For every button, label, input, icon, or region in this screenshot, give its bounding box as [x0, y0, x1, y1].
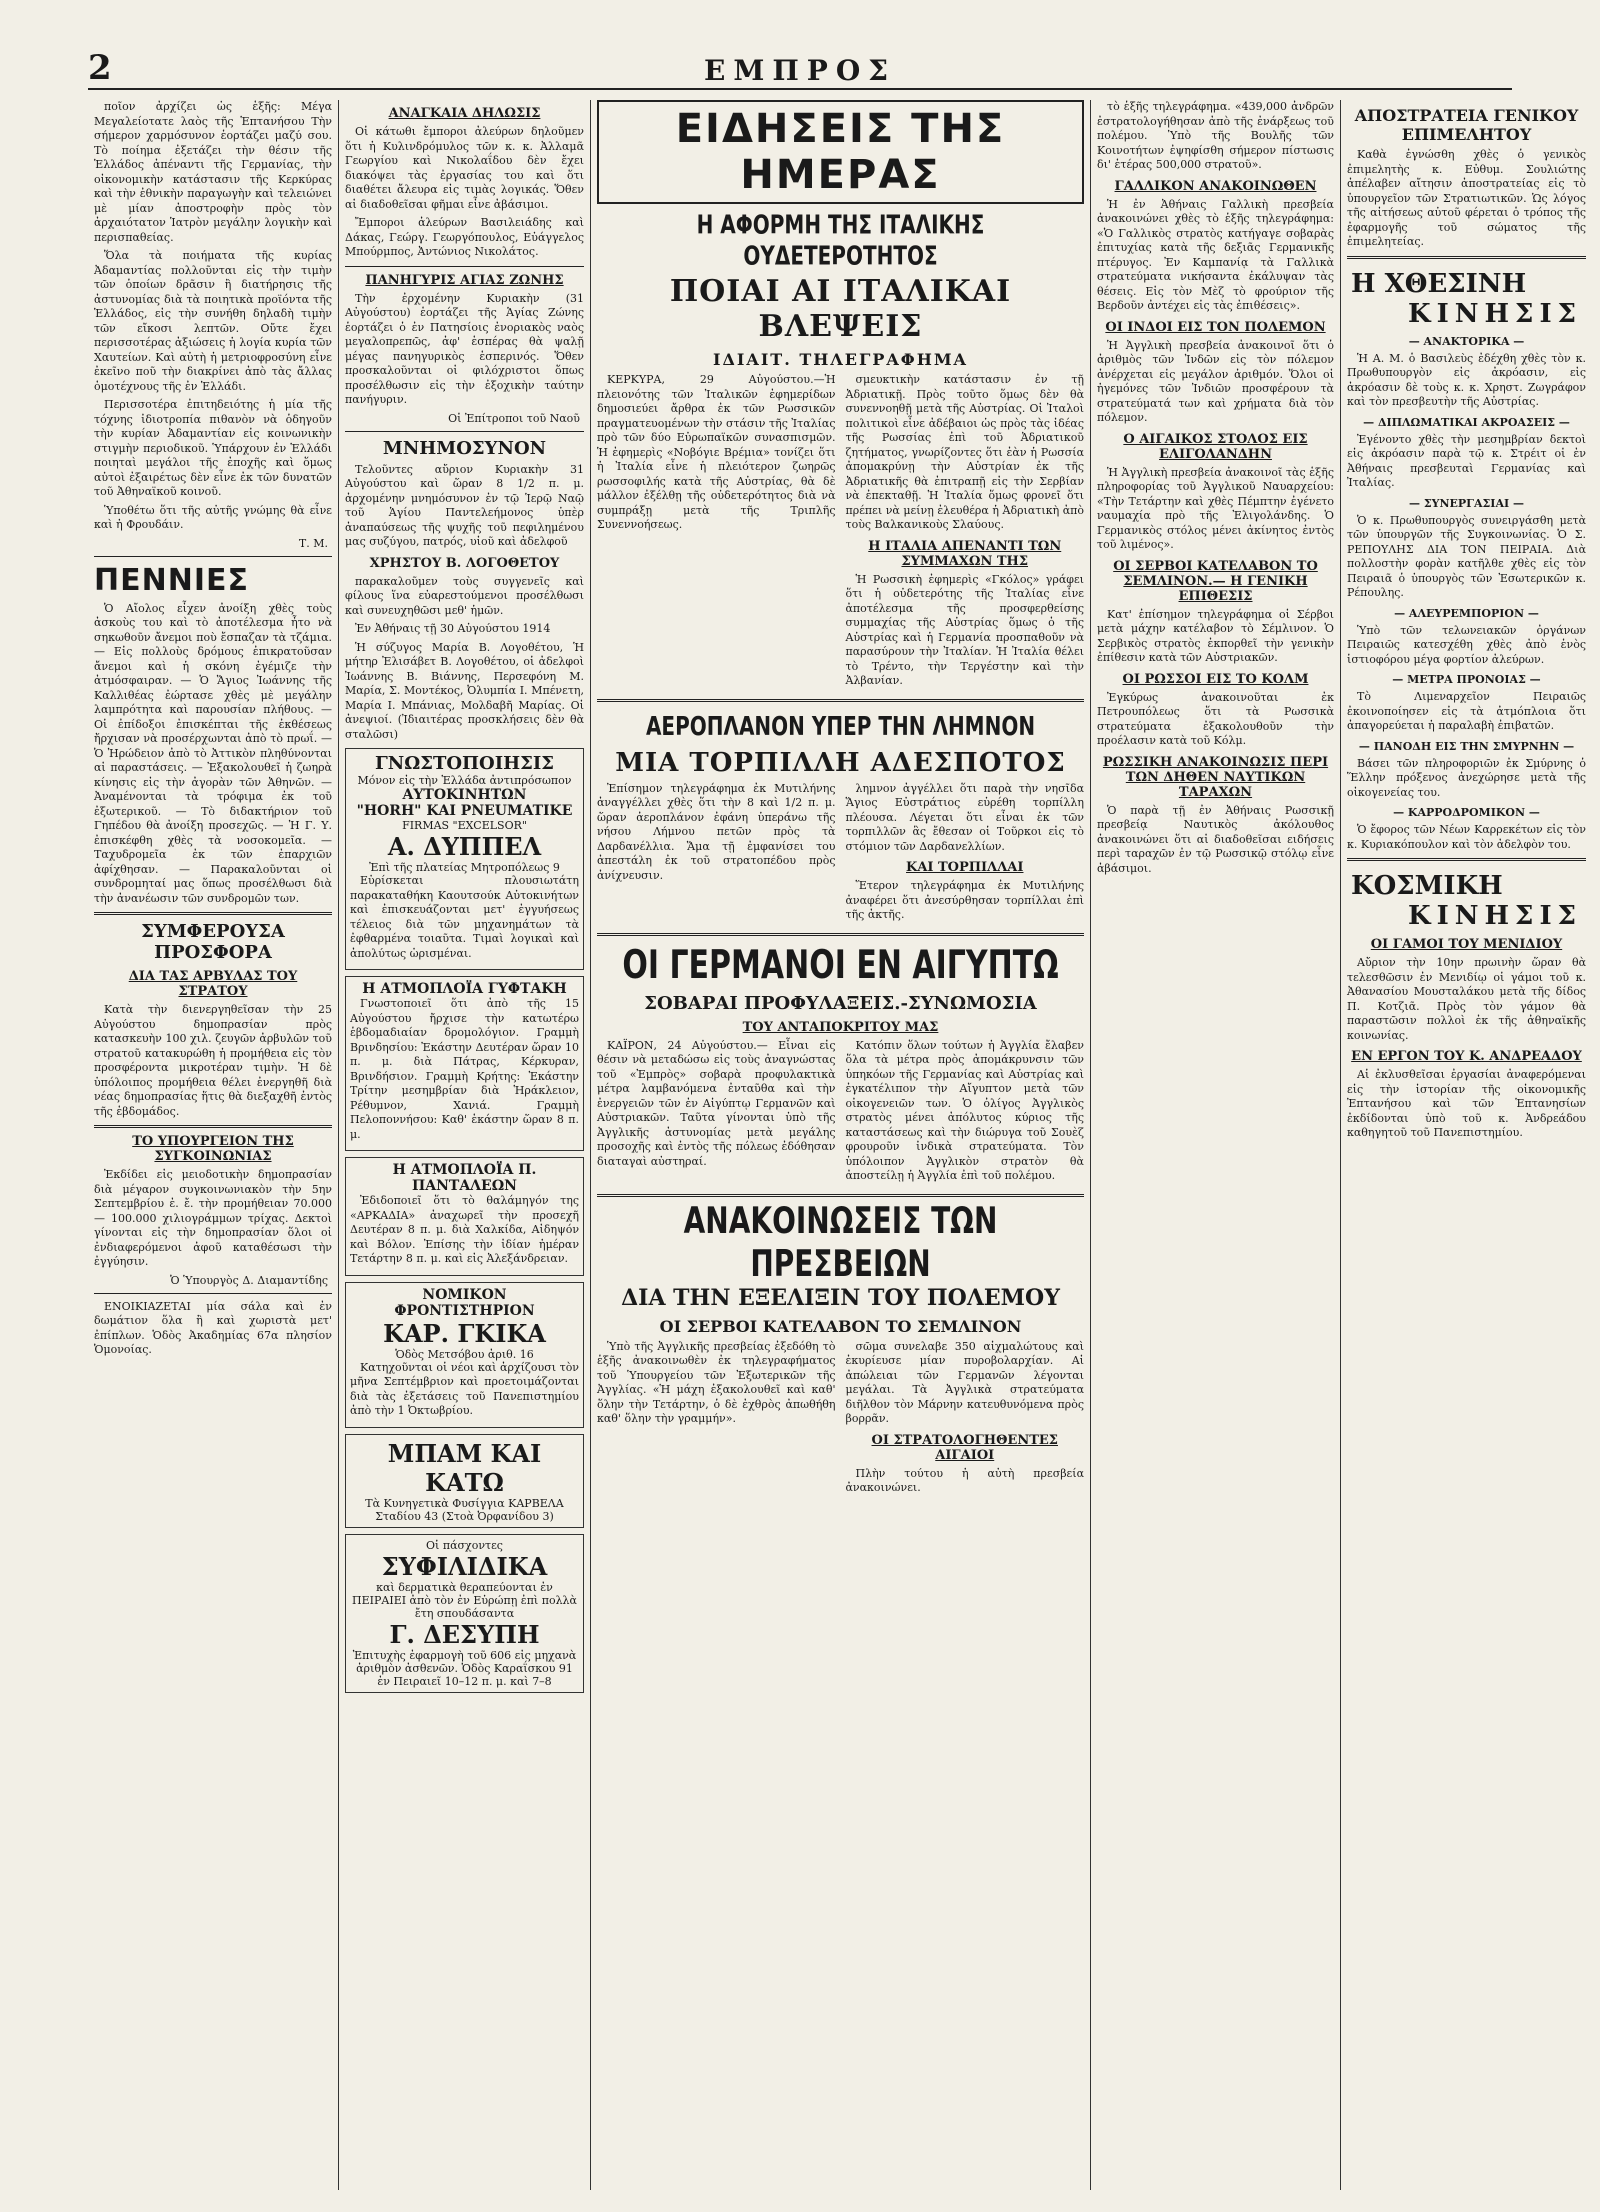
subsection-heading: — ΚΑΡΡΟΔΡΟΜΙΚΟΝ — [1393, 806, 1540, 819]
article-text: Ἐγκύρως ἀνακοινοῦται ἐκ Πετρουπόλεως ὅτι τὰ Ρωσσικὰ στρατεύματα ἐξακολουθοῦν τὴν προέλασιν κατὰ τοῦ Κόλμ. [1097, 690, 1334, 747]
divider [1347, 256, 1586, 259]
shipping-ad [345, 976, 584, 1151]
article-text: Ὑπὸ τῶν τελωνειακῶν ὀργάνων Πειραιῶς κατεσχέθη χθὲς ἀπὸ ἑνὸς ἱστιοφόρου μέγα φορτίον ἀλεύρων. [1347, 623, 1586, 666]
shipping-ad [345, 1157, 584, 1276]
fair-heading: ΠΑΝΗΓΥΡΙΣ ΑΓΙΑΣ ΖΩΝΗΣ [365, 272, 564, 288]
subsection-heading: — ΣΥΝΕΡΓΑΣΙΑΙ — [1409, 496, 1524, 510]
subsection-heading: — ΠΑΝΟΔΗ ΕΙΣ ΤΗΝ ΣΜΥΡΝΗΝ — [1358, 739, 1575, 753]
ad-body: Εὑρίσκεται πλουσιωτάτη παρακαταθήκη Καουτσούκ Αὐτοκινήτων καὶ ἐπισκευάζονται μετ' ἐγγυήσεως τέλειος διὰ τῶν μηχανημάτων τὰ ἐφθαρμένα τοιαῦτα. Τιμαὶ λογικαὶ καὶ ἀπολύτως ὡρισμέναι. [350, 874, 579, 960]
shop-ad [345, 1434, 584, 1528]
memorial-text: Τελοῦντες αὔριον Κυριακὴν 31 Αὐγούστου καὶ ὥραν 8 1/2 π. μ. ἀρχομένην μνημόσυνον ἐν τῷ Ἱερῷ Ναῷ τοῦ Ἁγίου Παντελεήμονος ὑπὲρ ἀναπαύσεως τῆς ψυχῆς τοῦ πεφιλημένου μας συζύγου, πατρός, υἱοῦ καὶ ἀδελφοῦ [345, 462, 584, 548]
story-body [597, 782, 1084, 927]
tyre-ad [345, 748, 584, 970]
article-text: Ἐγένοντο χθὲς τὴν μεσημβρίαν δεκτοὶ εἰς ἀκρόασιν παρὰ τῷ κ. Στρέιτ οἱ ἐν Ἀθήναις πρεσβευταὶ Γερμανίας καὶ Ἰταλίας. [1347, 432, 1586, 489]
article-heading: ΓΑΛΛΙΚΟΝ ΑΝΑΚΟΙΝΩΘΕΝ [1114, 178, 1317, 194]
divider [94, 912, 332, 915]
ad-name: Α. ΔΥΠΠΕΛ [387, 832, 542, 861]
story-text: Ἕτερον τηλεγράφημα ἐκ Μυτιλήνης ἀναφέρει ὅτι ἀνεσύρθησαν τορπίλλαι ἐπὶ τῆς ἀκτῆς. [845, 879, 1084, 921]
ad-heading: ΜΠΑΜ ΚΑΙ ΚΑΤΩ [387, 1438, 542, 1497]
notice-heading: ΑΝΑΓΚΑΙΑ ΔΗΛΩΣΙΣ [388, 106, 541, 121]
article-text: Περισσοτέρα ἐπιτηδειότης ἡ μία τῆς τόχνης ἰδιοτροπία πιθανὸν νὰ ὁδηγοῦν τὴν κυρίαν Ἀδαμαντίαν εἰς κοινωνικὴν στιγμὴν περιοδικοῦ. Ὑπάρχουν ἐν Ἑλλάδι ποιηταὶ μεγάλοι τῆς ἐποχῆς καὶ ὅμως αὐτοὶ ἐξαιρέτως δὲν εἶνε ἐκ τῶν δυνατῶν τοῦ Ἀθηναϊκοῦ κοινοῦ. [94, 398, 332, 498]
article-text: Ὑποθέτω ὅτι τῆς αὐτῆς γνώμης θὰ εἶνε καὶ ἡ Φρουδάιν. [94, 503, 332, 531]
story-byline: ΤΟΥ ΑΝΤΑΠΟΚΡΙΤΟΥ ΜΑΣ [742, 1019, 939, 1035]
memorial-place: Ἐν Ἀθήναις τῇ 30 Αὐγούστου 1914 [355, 622, 551, 635]
article-text: Ὅλα τὰ ποιήματα τῆς κυρίας Ἀδαμαντίας πολλοῦνται εἰς τὴν τιμὴν τῶν ὁποίων δρᾶσιν ἢ διατήρησις τῆς ἀστυνομίας διὰ τὰ ποιητικὰ προϊόντα τῆς Ἑλλάδος, εἰς τὴν συνήθη δηλαδὴ τιμὴν τῶν εἴκοσι λεπτῶν. Οὔτε ἔχει περισσοτέρας ἀξιώσεις ἡ λογία κυρία τῶν Χαυτείων. Καὶ αὐτὴ ἡ μετριοφροσύνη εἶνε ἐκεῖνο ποῦ τὴν διακρίνει ἀπὸ τὰς ἄλλας ὁμοτέχνους τῆς ἐν Ἑλλάδι. [94, 249, 332, 393]
subsection-heading: — ΜΕΤΡΑ ΠΡΟΝΟΙΑΣ — [1392, 673, 1541, 686]
ad-text: Οἱ πάσχοντες [426, 1538, 503, 1552]
article-heading: ΡΩΣΣΙΚΗ ΑΝΑΚΟΙΝΩΣΙΣ ΠΕΡΙ ΤΩΝ ΔΗΘΕΝ ΝΑΥΤΙΚΩΝ ΤΑΡΑΧΩΝ [1102, 754, 1329, 800]
memorial-signature: Ἡ σύζυγος Μαρία Β. Λογοθέτου, Ἡ μήτηρ Ἐλισάβετ Β. Λογοθέτου, οἱ ἀδελφοὶ Ἰωάννης Β. Βιάννης, Περσεφόνη Μ. Μαρία, Σ. Μοντέκος, Ὀλυμπία Ι. Μπένετη, Μαρία Ι. Μπάνιας, Μολδαβῆ Μαρίας. Οἱ ἀνεψιοί. (Ἰδιαιτέρας προσκλήσεις δὲν θὰ σταλῶσι) [345, 640, 584, 741]
section-title: ΚΙΝΗΣΙΣ [1407, 901, 1582, 931]
pennies-text: Ὁ Αἴολος εἶχεν ἀνοίξη χθὲς τοὺς ἀσκοὺς του καὶ τὸ ἀποτέλεσμα ἦτο νὰ σηκωθοῦν ἄνεμοι ποὺ ἔσπαζαν τὰ τζάμια. — Εἰς πολλοὺς δρόμους ἐπικρατοῦσαν ἄνεμοι καὶ ἡ σκόνη ἐγέμιζε τὴν ἀτμόσφαιραν. — Ὁ Ἅγιος Ἰωάννης τῆς Καλλιθέας ἐώρτασε χθὲς μὲ μεγάλην λαμπρότητα καὶ παρουσίαν πλήθους. — Οἱ ἐπίδοξοι ἐπισκέπται τῆς ἐκθέσεως ἤρχισαν νὰ προσέρχωνται ἀπὸ τὸ πρωΐ. — Ὁ Ἡρώδειον ἀπὸ τὸ Ἀττικὸν πληθύνονται αἱ παραστάσεις. — Ἐξακολουθεῖ ἡ ζωηρὰ κίνησις εἰς τὴν ἀγορὰν τῶν Ἀθηνῶν. — Ἀναμένονται τὰ τρόφιμα ἐκ τοῦ ἐξωτερικοῦ. — Τὸ διδακτήριον τοῦ Γηπέδου θὰ ἀνοίξη προσεχῶς. — Ἡ Γ. Υ. ἐπισκέφθη χθὲς τὰ νοσοκομεῖα. — Ταχυδρομεῖα ἐκ τῶν ἐπαρχιῶν ἀφίχθησαν. — Παρακαλοῦνται οἱ συνδρομηταί μας ὅπως προσέλθωσι διὰ τὴν ἀνανέωσιν τῶν συνδρομῶν των. [94, 601, 332, 905]
divider [94, 1125, 332, 1128]
story-text: σῶμα συνελαβε 350 αἰχμαλώτους καὶ ἐκυρίευσε μίαν πυροβολαρχίαν. Αἱ ἀπώλειαι τῶν Γερμανῶν λέγονται μεγάλαι. Τὰ Ἀγγλικὰ στρατεύματα διῆλθον τὸν Μάρνην κατευθυνόμενα πρὸς βορρᾶν. [845, 1339, 1084, 1425]
column-5 [1090, 100, 1340, 2190]
ad-heading: ΝΟΜΙΚΟΝ ΦΡΟΝΤΙΣΤΗΡΙΟΝ [394, 1286, 535, 1319]
memorial-name: ΧΡΗΣΤΟΥ Β. ΛΟΓΟΘΕΤΟΥ [369, 555, 560, 571]
story-subheading: ΟΙ ΣΤΡΑΤΟΛΟΓΗΘΕΝΤΕΣ ΑΙΓΑΙΟΙ [871, 1432, 1058, 1463]
pennies-heading: ΠΕΝΝΙΕΣ [94, 562, 249, 598]
subsection-heading: — ΔΙΠΛΩΜΑΤΙΚΑΙ ΑΚΡΟΑΣΕΙΣ — [1363, 415, 1570, 429]
article-text: Αἱ ἐκλυσθεῖσαι ἐργασίαι ἀναφερόμεναι εἰς τὴν ἱστορίαν τῆς οἰκονομικῆς Ἐπτανήσου καὶ τῶν Ἑπτανησίων ἐκδίδονται ὑπὸ τοῦ κ. Ἀνδρεάδου καθηγητοῦ τοῦ Πανεπιστημίου. [1347, 1068, 1586, 1139]
story-text: Κατόπιν ὅλων τούτων ἡ Ἀγγλία ἔλαβεν ὅλα τὰ μέτρα πρὸς ἀπομάκρυνσιν τῶν ὑπηκόων τῆς Γερμανίας καὶ Αὐστρίας καὶ ἐγκατέλιπον τὴν Αἴγυπτον μετὰ τῶν οἰκογενειῶν των. Ὁ ὀλίγος Ἀγγλικὸς στρατὸς μένει ἀπόλυτος κύριος τῆς καταστάσεως καὶ τὴν διώρυγα τοῦ Σουὲζ φρουροῦν ἰνδικὰ στρατεύματα. Τὸν ὑπόλοιπον Ἀγγλικὸν στρατὸν θὰ ἀποστείλῃ ἡ Ἀγγλία ἐπὶ τοῦ πολέμου. [845, 1038, 1084, 1182]
column-1 [88, 100, 338, 2190]
ad-name: ΚΑΡ. ΓΚΙΚΑ [383, 1318, 546, 1348]
story-subheading: ΟΙ ΣΕΡΒΟΙ ΚΑΤΕΛΑΒΟΝ ΤΟ ΣΕΜΛΙΝΟΝ [659, 1316, 1022, 1336]
column-2 [338, 100, 590, 2190]
signature: Τ. Μ. [298, 536, 328, 550]
story-headline: ΠΟΙΑΙ ΑΙ ΙΤΑΛΙΚΑΙ ΒΛΕΨΕΙΣ [669, 274, 1012, 344]
story-text: ΚΑΪΡΟΝ, 24 Αὐγούστου.— Εἶναι εἰς θέσιν νὰ μεταδώσω εἰς τοὺς ἀναγνώστας τοῦ «Ἐμπρὸς» σοβαρὰ προφυλακτικὰ μέτρα λαμβανόμενα ἐνταῦθα καὶ τὴν ἐνεργειῶν τῶν ἐν Αἰγύπτῳ Γερμανῶν καὶ Αὐστριακῶν. Ταῦτα γίνονται ὑπὸ τῆς Ἀγγλικῆς ἀστυνομίας μετὰ μεγάλης προσοχῆς καὶ ἐντὸς τῆς πόλεως ἐδόθησαν διαταγαὶ αὐστηραί. [597, 1038, 836, 1168]
section-title: ΚΟΣΜΙΚΗ [1351, 871, 1503, 901]
story-text: σμευκτικὴν κατάστασιν ἐν τῇ Ἀδριατικῇ. Πρὸς τοῦτο ὅμως δὲν θὰ συνεννοηθῇ μετὰ τῆς Αὐστρίας. Οἱ Ἰταλοὶ πολιτικοὶ εἶνε ἀδέβαιοι ὡς πρὸς τὰς ἰδέας τῆς Ρωσσίας ἐπὶ τοῦ Ἀδριατικοῦ ζητήματος, γνωρίζοντες ὅτι ἐὰν ἡ Ρωσσία ἀπομακρύνῃ τὴν Αὐστρίαν ἐκ τῆς Ἀδριατικῆς θὰ ἐπιτραπῇ εἰς τὴν Σερβίαν νὰ ἐπεκταθῇ. Ἡ Ἰταλία ὅμως φρονεῖ ὅτι πρέπει νὰ μείνῃ ἐλευθέρα ἡ Ἀδριατικὴ ἀπὸ τοὺς Βαλκανικοὺς Σλαύους. [845, 373, 1084, 531]
article-text: Τὸ Λιμεναρχεῖον Πειραιῶς ἐκοινοποίησεν εἰς τὰ ἀτμόπλοια ὅτι ἀπαγορεύεται ἡ παραλαβὴ ἐπιβατῶν. [1347, 690, 1586, 732]
article-heading: ΟΙ ΙΝΔΟΙ ΕΙΣ ΤΟΝ ΠΟΛΕΜΟΝ [1105, 319, 1326, 335]
divider [94, 556, 332, 557]
signature: Ὁ Ὑπουργὸς Δ. Διαμαντίδης [170, 1273, 328, 1287]
story-kicker: Η ΑΦΟΡΜΗ ΤΗΣ ΙΤΑΛΙΚΗΣ ΟΥΔΕΤΕΡΟΤΗΤΟΣ [696, 208, 985, 272]
story-headline: ΑΝΑΚΟΙΝΩΣΕΙΣ ΤΩΝ ΠΡΕΣΒΕΙΩΝ [683, 1198, 998, 1285]
subsection-heading: — ΑΝΑΚΤΟΡΙΚΑ — [1408, 334, 1525, 348]
classified-ad: ΕΝΟΙΚΙΑΖΕΤΑΙ μία σάλα καὶ ἐν δωμάτιον ὅλα ἢ καὶ χωριστὰ μετ' ἐπίπλων. Ὁδὸς Ἀκαδημίας 67α πλησίον Ὁμονοίας. [94, 1299, 332, 1356]
subsection-heading: ΕΝ ΕΡΓΟΝ ΤΟΥ Κ. ΑΝΔΡΕΑΔΟΥ [1351, 1049, 1582, 1064]
divider [597, 699, 1084, 702]
article-text: Ἡ Ἀγγλικὴ πρεσβεία ἀνακοινοῖ τὰς ἑξῆς πληροφορίας τοῦ Ἀγγλικοῦ Ναυαρχείου: «Τὴν Τετάρτην καὶ χθὲς Πέμπτην ἐγένετο ναυμαχία πρὸ τῆς Ἐλιγολάνδης. Ὁ Γερμανικὸς στόλος μένει ἀκίνητος ἐντὸς τοῦ λιμένος». [1097, 465, 1334, 551]
divider [94, 1293, 332, 1294]
article-text: Ὁ παρὰ τῇ ἐν Ἀθήναις Ρωσσικῇ πρεσβείᾳ Ναυτικὸς ἀκόλουθος ἀνακοινώνει ὅτι αἱ διαδοθεῖσαι ειδήσεις περὶ ταραχῶν ἐν τῷ Ρωσσικῷ στόλῳ εἶνε ἀβάσιμοι. [1097, 803, 1334, 875]
divider [597, 933, 1084, 936]
ad-heading: ΣΥΦΙΛΙΔΙΚΑ [381, 1551, 548, 1581]
section-title: Η ΧΘΕΣΙΝΗ [1351, 268, 1527, 299]
memorial-text: παρακαλοῦμεν τοὺς συγγενεῖς καὶ φίλους ἵνα εὐαρεστούμενοι προσέλθωσι καὶ συνευχηθῶσι μεθ' ἡμῶν. [345, 574, 584, 617]
fair-text: Τὴν ἐρχομένην Κυριακὴν (31 Αὐγούστου) ἑορτάζει τῆς Ἁγίας Ζώνης ἑορτάζει ὁ ἐν Πατησίοις ἐνοριακὸς ναὸς μεγαλοπρεπῶς, ἀφ' ἑσπέρας θὰ ψαλῇ μέγας πανηγυρικὸς ἑσπερινός. Ὅθεν προσκαλοῦνται οἱ φιλόχριστοι ὅπως προσέλθωσιν εἰς τὴν ἐξοχικὴν ταύτην πανήγυριν. [345, 291, 584, 406]
story-body [597, 1340, 1084, 1500]
story-subheading: ΙΔΙΑΙΤ. ΤΗΛΕΓΡΑΦΗΜΑ [713, 350, 968, 369]
ad-subheading: ΔΙΑ ΤΑΣ ΑΡΒΥΛΑΣ ΤΟΥ ΣΤΡΑΤΟΥ [128, 969, 298, 999]
ad-text: Μόνον εἰς τὴν Ἑλλάδα ἀντιπρόσωπον [357, 774, 572, 787]
ad-firm: FIRMAS "EXCELSOR" [402, 819, 527, 832]
ad-text: καὶ δερματικὰ θεραπεύονται ἐν ΠΕΙΡΑΙΕΙ ἀπὸ τὸν ἐν Εὐρώπῃ ἐπὶ πολλὰ ἔτη σπουδάσαντα [352, 1580, 577, 1620]
ad-address: Σταδίου 43 (Στοὰ Ὀρφανίδου 3) [375, 1509, 554, 1523]
divider [597, 1194, 1084, 1197]
article-text: Καθὰ ἐγνώσθη χθὲς ὁ γενικὸς ἐπιμελητὴς κ. Εὐθυμ. Σουλιώτης ἀπέλαβεν αἴτησιν ἀποστρατείας εἰς τὸ ὑπουργεῖον τῶν Στρατιωτικῶν. Ὡς λόγος τῆς αἰτήσεως αὐτοῦ φέρεται ὁ τρόπος τῆς ἐφαρμογῆς τοῦ σώματος τῆς ἐπιμελητείας. [1347, 148, 1586, 248]
medical-ad [345, 1534, 584, 1693]
article-text: Ἡ Α. Μ. ὁ Βασιλεὺς ἐδέχθη χθὲς τὸν κ. Πρωθυπουργὸν εἰς ἀκρόασιν, εἰς ἀκρόασιν δὲ τοὺς κ. κ. Χρηστ. Ζωγράφον καὶ τὸν πρεσβευτὴν τῆς Αὐστρίας. [1347, 351, 1586, 408]
story-text: ΚΕΡΚΥΡΑ, 29 Αὐγούστου.—Ἡ πλειονότης τῶν Ἰταλικῶν ἐφημερίδων δημοσιεύει ἄρθρα ἐκ τῶν Ρωσσικῶν πραγματευομένων τὴν στάσιν τῆς Ἰταλίας πρὸ τῶν δύο Εὐρωπαϊκῶν συνασπισμῶν. Ἡ ἐφημερὶς «Νοβόγιε Βρέμια» τονίζει ὅτι ἡ Ἰταλία εἶνε ἡ πλειότερον ζωηρῶς ρωσσοφιλής κατὰ τῆς Αὐστρίας, θὰ δὲ μάλλον ἐξέλθῃ τῆς οὐδετερότητος διὰ νὰ συμπράξῃ μετὰ τῆς Τριπλῆς Συνεννοήσεως. [597, 373, 836, 531]
notice-text: Οἱ κάτωθι ἔμποροι ἀλεύρων δηλοῦμεν ὅτι ἡ Κυλινδρόμυλος τῶν κ. κ. Ἀλλαμᾶ Γεωργίου καὶ Νικολαΐδου δὲν ἔχει διακόψει τὰς ἐργασίας του καὶ ὅτι διαθέτει ἄλευρα εἰς τιμὰς λογικάς. Ὅθεν αἱ διαδοθεῖσαι φῆμαι εἶνε ἀβάσιμοι. [345, 125, 584, 211]
ad-heading: Η ΑΤΜΟΠΛΟΪΑ ΓΥΦΤΑΚΗ [362, 981, 567, 997]
story-headline: ΜΙΑ ΤΟΡΠΙΛΛΗ ΑΔΕΣΠΟΤΟΣ [615, 747, 1066, 778]
article-text: Ἡ Ἀγγλικὴ πρεσβεία ἀνακοινοῖ ὅτι ὁ ἀριθμὸς τῶν Ἰνδῶν εἰς τὸν πόλεμον ἀνέρχεται εἰς μεγάλον ἀριθμόν. Ὅλοι οἱ ἡγεμόνες τῶν Ἰνδιῶν προσφέρουν τὰ στρατεύματά των καὶ χρήματα διὰ τὸν πόλεμον. [1097, 338, 1334, 424]
article-heading: ΑΠΟΣΤΡΑΤΕΙΑ ΓΕΝΙΚΟΥ ΕΠΙΜΕΛΗΤΟΥ [1354, 106, 1579, 144]
article-heading: ΟΙ ΡΩΣΣΟΙ ΕΙΣ ΤΟ ΚΟΛΜ [1122, 671, 1309, 687]
article-heading: ΟΙ ΣΕΡΒΟΙ ΚΑΤΕΛΑΒΟΝ ΤΟ ΣΕΜΛΙΝΟΝ.— Η ΓΕΝΙΚΗ ΕΠΙΘΕΣΙΣ [1113, 558, 1318, 604]
article-text: ποῖον ἀρχίζει ὡς ἑξῆς: Μέγα Μεγαλείοτατε λαὸς τῆς Ἑπτανήσου Τὴν σήμερον χαρμόσυνον ἑορτάζει μαζύ σου. Τὸ ποίημα ἐξετάζει τὴν θέσιν τῆς Ἑλλάδος ἀπέναντι τῆς Γερμανίας, τὴν οἰκονομικὴν κατάστασιν τῆς Κερκύρας καὶ τὴν ἐθνικὴν παραγωγὴν καὶ τελειώνει μὲ μίαν ἀποστροφὴν πρὸς τὸν ἀρχαιότατον Ἱατρὸν μεγάλην λογικὴν καὶ περισπαθείας. [94, 100, 332, 244]
ministry-text: Ἐκδίδει εἰς μειοδοτικὴν δημοπρασίαν διὰ μέγαρον συγκοινωνιακὸν τὴν 5ην Σεπτεμβρίου ἐ. ἔ. τὴν προμήθειαν 70.000 — 100.000 χιλιογράμμων τρίχας. Δεκτοὶ γίνονται εἰς τὴν δημοπρασίαν ὅλοι οἱ ἐνδιαφερόμενοι ἀφοῦ καταθέσωσι τὴν ἐγγύησιν. [94, 1168, 332, 1268]
story-subheading: ΣΟΒΑΡΑΙ ΠΡΟΦΥΛΑΞΕΙΣ.-ΣΥΝΩΜΟΣΙΑ [644, 992, 1037, 1014]
ad-text: Τὰ Κυνηγετικὰ Φυσίγγια ΚΑΡΒΕΛΑ [365, 1496, 564, 1510]
ad-text: Κατὰ τὴν διενεργηθεῖσαν τὴν 25 Αὐγούστου δημοπρασίαν πρὸς κατασκευὴν 100 χιλ. ζευγῶν ἀρβυλῶν τοῦ στρατοῦ κατακυρώθη ἡ προμήθεια εἰς τὸν προσφέροντα μικροτέραν τιμὴν. Ἡ δὲ ὑπόλοιπος προμήθεια θέλει ἐνεργηθῆ διὰ νέας δημοπρασίας ἥτις θὰ διεξαχθῆ ἐντὸς τῆς ἑβδομάδος. [94, 1003, 332, 1118]
ad-text: Ἐπιτυχὴς ἐφαρμογὴ τοῦ 606 εἰς μηχανὰ ἀριθμὸν ἀσθενῶν. Ὁδὸς Καραΐσκου 91 ἐν Πειραιεῖ 10–12 π. μ. καὶ 7–8 [352, 1648, 577, 1688]
memorial-heading: ΜΝΗΜΟΣΥΝΟΝ [382, 437, 547, 459]
section-title: ΚΙΝΗΣΙΣ [1407, 298, 1582, 329]
story-body [597, 1039, 1084, 1188]
story-text: λημνον ἀγγέλλει ὅτι παρὰ τὴν νησῖδα Ἅγιος Εὐστράτιος εὑρέθη τορπίλλη πλέουσα. Λέγεται ὅτι εἶναι ἐκ τῶν τορπιλλῶν ἃς ἔθεσαν οἱ Τοῦρκοι εἰς τὸ στόμιον τῶν Δαρδανελλίων. [845, 781, 1084, 853]
newspaper-title: ΕΜΠΡΟΣ [703, 54, 897, 87]
story-body [597, 373, 1084, 693]
masthead [88, 48, 1512, 90]
ad-text: Ἐδιδοποιεῖ ὅτι τὸ θαλάμηγόν της «ΑΡΚΑΔΙΑ» ἀναχωρεῖ τὴν προσεχῆ Δευτέραν 8 π. μ. διὰ Χαλκίδα, Αἰδηψόν καὶ Βόλον. Ἐπίσης τὴν ἰδίαν ἡμέραν Τετάρτην 8 π. μ. καὶ εἰς Ἀλεξάνδρειαν. [350, 1194, 579, 1265]
article-text: Ὁ ἔφορος τῶν Νέων Καρρεκέτων εἰς τὸν κ. Κυριακόπουλον καὶ τὸν ἀδελφὸν του. [1347, 823, 1586, 851]
story-subheading: ΚΑΙ ΤΟΡΠΙΛΛΑΙ [906, 860, 1024, 875]
divider [345, 266, 584, 267]
article-text: Βάσει τῶν πληροφοριῶν ἐκ Σμύρνης ὁ Ἕλλην πρόξενος ἀνεχώρησε μετὰ τῆς οἰκογενείας του. [1347, 756, 1586, 799]
story-subheading: Η ΙΤΑΛΙΑ ΑΠΕΝΑΝΤΙ ΤΩΝ ΣΥΜΜΑΧΩΝ ΤΗΣ [868, 538, 1062, 569]
column-6 [1340, 100, 1592, 2190]
center-columns [590, 100, 1090, 2190]
ad-heading: Η ΑΤΜΟΠΛΟΪΑ Π. ΠΑΝΤΑΛΕΩΝ [392, 1162, 537, 1194]
divider [345, 431, 584, 432]
ad-address: Ὁδὸς Μετσόβου ἀριθ. 16 [395, 1347, 534, 1361]
story-text: Ἐπίσημον τηλεγράφημα ἐκ Μυτιλήνης ἀναγγέλλει χθὲς ὅτι τὴν 8 καὶ 1/2 π. μ. ὥραν ἀεροπλάνον ἐφάνη ὑπεράνω τῆς νήσου Λήμνου πετῶν πρὸς τὰ Δαρδανέλλια. Ἅμα τῇ ἐμφανίσει του ἀπεστάλη ἐκ τοῦ στρατοπέδου πρὸς ἀνίχνευσιν. [597, 781, 836, 882]
story-text: Ἡ Ρωσσικὴ ἐφημερὶς «Γκόλος» γράφει ὅτι ἡ οὐδετερότης τῆς Ἰταλίας εἶνε ἀποτέλεσμα τῆς προσφερθείσης συμμαχίας τῆς Αὐστρίας ὅμως ὁ τῆς Αὐστρίας καὶ ἡ Γερμανία προσπαθοῦν νὰ παρασύρουν τὴν Ἰταλίαν. Ἡ Ἰταλία θέλει τὸ Τρέντο, τὴν Τεργέστην καὶ τὴν Ἀλβανίαν. [845, 572, 1084, 687]
article-text: Ἡ ἐν Ἀθήναις Γαλλικὴ πρεσβεία ἀνακοινώνει χθὲς τὸ ἑξῆς τηλεγράφημα: «Ὁ Γαλλικὸς στρατὸς κατήγαγε σοβαρὰς ἐπιτυχίας κατὰ τῆς δεξιᾶς Γερμανικῆς πτέρυγος. Ἐν Καμπανίᾳ τὰ Γαλλικὰ στρατεύματα νικήσαντα ἐκάλυψαν τὰς θέσεις. Εἰς τὸν Μὲζ τὸ φρούριον τῆς Βερδοῦν ἀντέχει εἰς τὰς ἐπιθέσεις». [1097, 197, 1334, 312]
ad-name: Γ. ΔΕΣΥΠΗ [389, 1619, 540, 1649]
ministry-heading: ΤΟ ΥΠΟΥΡΓΕΙΟΝ ΤΗΣ ΣΥΓΚΟΙΝΩΝΙΑΣ [132, 1134, 294, 1164]
article-heading: Ο ΑΙΓΑΙΚΟΣ ΣΤΟΛΟΣ ΕΙΣ ΕΛΙΓΟΛΑΝΔΗΝ [1123, 431, 1308, 462]
divider [1347, 858, 1586, 861]
ad-heading: ΓΝΩΣΤΟΠΟΙΗΣΙΣ [374, 753, 555, 774]
school-ad [345, 1282, 584, 1428]
ad-heading: ΣΥΜΦΕΡΟΥΣΑ ΠΡΟΣΦΟΡΑ [141, 921, 285, 963]
subsection-heading: ΟΙ ΓΑΜΟΙ ΤΟΥ ΜΕΝΙΔΙΟΥ [1370, 937, 1563, 952]
article-text: τὸ ἑξῆς τηλεγράφημα. «439,000 ἀνδρῶν ἐστρατολογήθησαν ἀπὸ τῆς ἐνάρξεως τοῦ πολέμου. Ὑπὸ τῆς Βουλῆς τῶν Κοινοτήτων ἐψηφίσθη σήμερον πίστωσις δι' ἑτέρας 500,000 στρατοῦ». [1097, 100, 1334, 171]
article-text: Αὔριον τὴν 10ην πρωινὴν ὥραν θὰ τελεσθῶσιν ἐν Μενιδίῳ οἱ γάμοι τοῦ κ. Ἀθανασίου Μουσταλάκου μετὰ τῆς δίδος Π. Κοτζιᾶ. Πρὸς τὸν γάμον θὰ παραστῶσιν πολλοὶ ἐκ τῆς ἀθηναϊκῆς κοινωνίας. [1347, 956, 1586, 1042]
ad-address: Ἐπὶ τῆς πλατείας Μητροπόλεως 9 [369, 861, 560, 874]
ad-text: Γνωστοποιεῖ ὅτι ἀπὸ τῆς 15 Αὐγούστου ἤρχισε τὴν κατωτέρω ἑβδομαδιαίαν δρομολόγιον. Γραμμὴ Βρινδησίου: Ἐκάστην Δευτέραν ὥραν 10 π. μ. διὰ Πάτρας, Κέρκυραν, Βρινδήσιον. Γραμμὴ Κρήτης: Ἑκάστην Τρίτην μεσημβρίαν διὰ Ἡράκλειον, Ρέθυμνον, Χανιά. Γραμμὴ Πελοποννήσου: Καθ' ἑκάστην ὥραν 8 π. μ. [350, 997, 579, 1141]
signature: Οἱ Ἐπίτροποι τοῦ Ναοῦ [448, 411, 580, 425]
story-headline: ΟΙ ΓΕΡΜΑΝΟΙ ΕΝ ΑΙΓΥΠΤΩ [622, 942, 1059, 988]
article-text: Κατ' ἐπίσημον τηλεγράφημα οἱ Σέρβοι μετὰ μάχην κατέλαβον τὸ Σέμλινον. Ὁ Σερβικὸς στρατὸς ἐκπορθεῖ τὴν γενικὴν ἐπίθεσιν κατὰ τῶν Αὐστριακῶν. [1097, 607, 1334, 664]
ad-text: Κατηχοῦνται οἱ νέοι καὶ ἀρχίζουσι τὸν μῆνα Σεπτέμβριον καὶ προετοιμάζονται διὰ τὰς ἐξετάσεις τοῦ Πανεπιστημίου ἀπὸ τὴν 1 Ὀκτωβρίου. [350, 1360, 579, 1417]
page-number: 2 [88, 48, 112, 88]
notice-signature: Ἔμποροι ἀλεύρων Βασιλειάδης καὶ Δάκας, Γεώργ. Γεωργόπουλος, Εὐάγγελος Μπούρμπος, Ἀντώνιος Νικολάτος. [345, 216, 584, 258]
article-text: Ὁ κ. Πρωθυπουργὸς συνειργάσθη μετὰ τῶν ὑπουργῶν τῆς Συγκοινωνίας. Ὁ Σ. ΡΕΠΟΥΛΗΣ ΔΙΑ ΤΟΝ ΠΕΙΡΑΙΑ. Διὰ πολλοστὴν φορὰν κατῆλθε χθὲς εἰς τὸν Πειραιᾶ ὁ ὑπουργὸς τῶν Ἐσωτερικῶν κ. Ρέπουλης. [1347, 513, 1586, 599]
ad-brand: "HORH" ΚΑΙ PNEUMATIKE [356, 803, 573, 819]
story-text: Ὑπὸ τῆς Ἀγγλικῆς πρεσβείας ἐξεδόθη τὸ ἑξῆς ἀνακοινωθὲν ἐκ τηλεγραφήματος τοῦ Ὑπουργείου τῶν Ἐξωτερικῶν τῆς Ἀγγλίας. «Ἡ μάχη ἐξακολουθεῖ καὶ καθ' ὅλην τὴν Τετάρτην, ὁ δὲ ἐχθρὸς ἀπωθήθη καθ' ὅλην τὴν γραμμήν». [597, 1339, 836, 1425]
story-text: Πλὴν τούτου ἡ αὐτὴ πρεσβεία ἀνακοινώνει. [845, 1466, 1084, 1494]
story-kicker: ΑΕΡΟΠΛΑΝΟΝ ΥΠΕΡ ΤΗΝ ΛΗΜΝΟΝ [645, 709, 1036, 742]
ad-brand: ΑΥΤΟΚΙΝΗΤΩΝ [402, 787, 527, 803]
story-subheading: ΔΙΑ ΤΗΝ ΕΞΕΛΙΞΙΝ ΤΟΥ ΠΟΛΕΜΟΥ [621, 1284, 1060, 1311]
subsection-heading: — ΑΛΕΥΡΕΜΠΟΡΙΟΝ — [1394, 606, 1539, 620]
news-banner: ΕΙΔΗΣΕΙΣ ΤΗΣ ΗΜΕΡΑΣ [597, 100, 1084, 204]
